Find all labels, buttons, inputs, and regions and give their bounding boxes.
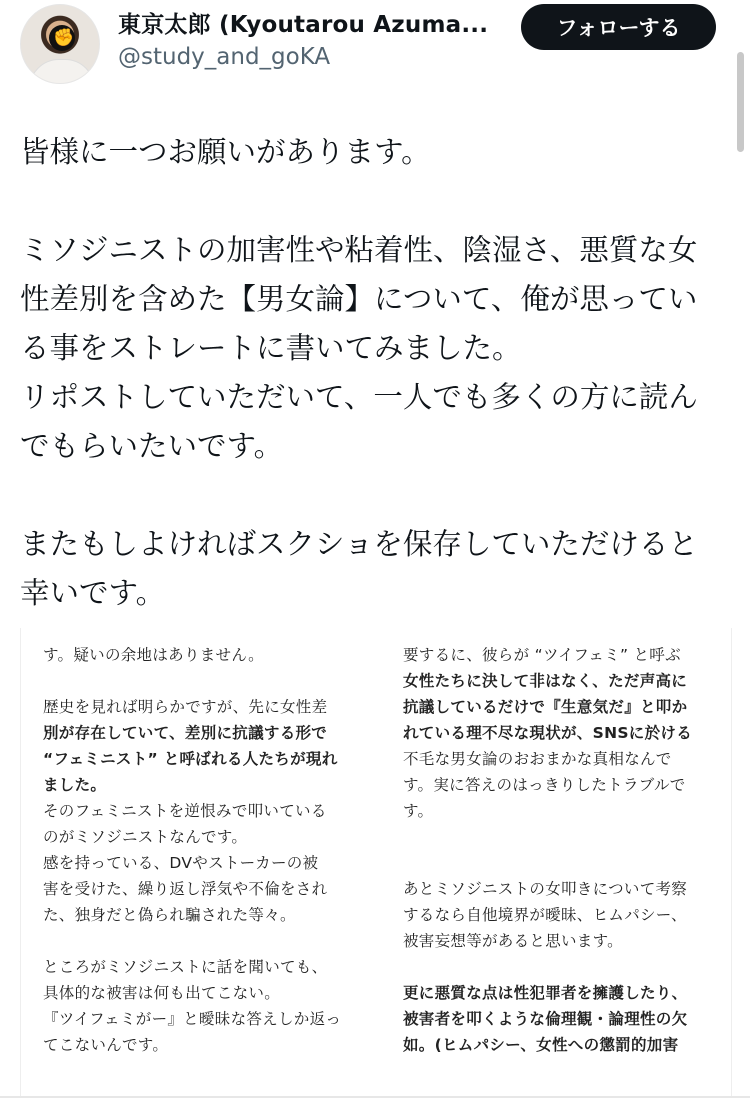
tweet-line: ミソジニストの加害性や粘着性、陰湿さ、悪質な女 — [20, 233, 698, 267]
tweet-line: リポストしていただいて、一人でも多くの方に読ん — [20, 380, 698, 414]
screenshot-line: 感を持っている、DVやストーカーの被 — [43, 854, 319, 872]
screenshot-line: ところがミソジニストに話を聞いても、 — [43, 958, 328, 976]
screenshot-line: す。 — [403, 802, 434, 820]
screenshot-line: てこないんです。 — [43, 1036, 169, 1054]
screenshot-line: ました。 — [43, 776, 107, 794]
screenshot-line: 女性たちに決して非はなく、ただ声高に — [403, 672, 688, 690]
tweet-line: 幸いです。 — [20, 576, 166, 610]
follow-button[interactable]: フォローする — [521, 4, 716, 50]
screenshot-line: 如。(ヒムパシー、女性への懲罰的加害 — [403, 1036, 679, 1054]
media-image-right[interactable] — [377, 628, 731, 1098]
screenshot-line: 抗議しているだけで『生意気だ』と叩か — [403, 698, 688, 716]
face-cover-icon: ✊ — [49, 25, 75, 51]
screenshot-line: のがミソジニストなんです。 — [43, 828, 248, 846]
screenshot-text-right — [403, 642, 725, 1058]
tweet-line: 性差別を含めた【男女論】について、俺が思ってい — [20, 282, 698, 316]
tweet-line: 皆様に一つお願いがあります。 — [20, 135, 431, 169]
tweet-line: でもらいたいです。 — [20, 429, 284, 463]
screenshot-line: 別が存在していて、差別に抗議する形で — [43, 724, 328, 742]
tweet-line: またもしよければスクショを保存していただけると — [20, 527, 698, 561]
screenshot-line: す。実に答えのはっきりしたトラブルで — [403, 776, 686, 794]
author-handle[interactable]: @study_and_goKA — [118, 44, 331, 70]
screenshot-line: “フェミニスト” と呼ばれる人たちが現れ — [43, 750, 338, 768]
author-name[interactable]: 東京太郎 (Kyoutarou Azuma... — [118, 12, 489, 38]
screenshot-line: す。疑いの余地はありません。 — [43, 646, 264, 664]
screenshot-line: 不毛な男女論のおおまかな真相なんで — [403, 750, 672, 768]
scrollbar[interactable] — [737, 52, 744, 152]
screenshot-line: 被害者を叩くような倫理観・論理性の欠 — [403, 1010, 688, 1028]
screenshot-line: そのフェミニストを逆恨みで叩いている — [43, 802, 327, 820]
screenshot-line: 被害妄想等があると思います。 — [403, 932, 623, 950]
screenshot-line: た、独身だと偽られ騙された等々。 — [43, 906, 296, 924]
screenshot-line: 『ツイフェミがー』と曖昧な答えしか返っ — [43, 1010, 342, 1028]
screenshot-line: れている理不尽な現状が、SNSに於ける — [403, 724, 692, 742]
screenshot-line: 歴史を見れば明らかですが、先に女性差 — [43, 698, 328, 716]
screenshot-line: するなら自他境界が曖昧、ヒムパシー、 — [403, 906, 687, 924]
screenshot-text-left — [43, 642, 363, 1058]
tweet-header — [0, 0, 750, 100]
avatar[interactable] — [20, 4, 100, 84]
media-image-left[interactable] — [21, 628, 375, 1098]
tweet-line: る事をストレートに書いてみました。 — [20, 331, 522, 365]
screenshot-line: 更に悪質な点は性犯罪者を擁護したり、 — [403, 984, 688, 1002]
screenshot-line: 害を受けた、繰り返し浮気や不倫をされ — [43, 880, 328, 898]
tweet-media[interactable] — [20, 628, 732, 1098]
screenshot-line: 要するに、彼らが “ツイフェミ” と呼ぶ — [403, 646, 681, 664]
tweet-text — [20, 128, 730, 618]
screenshot-line: あとミソジニストの女叩きについて考察 — [403, 880, 688, 898]
avatar-shirt — [29, 59, 95, 84]
screenshot-line: 具体的な被害は何も出てこない。 — [43, 984, 281, 1002]
